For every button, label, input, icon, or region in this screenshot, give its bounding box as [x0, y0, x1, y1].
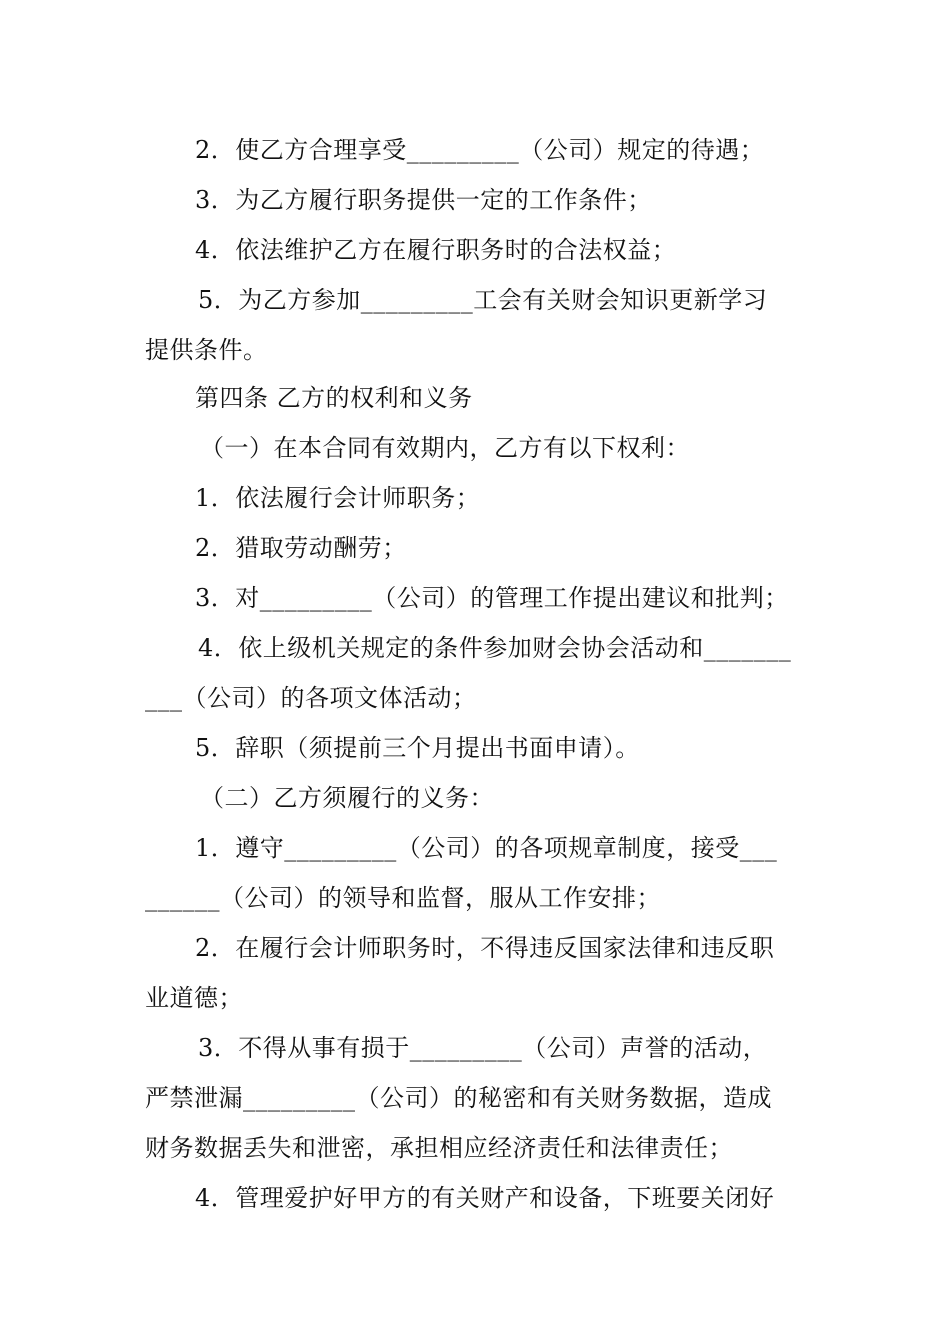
paragraph-line: 提供条件。 — [145, 336, 268, 364]
subsection-heading: （二）乙方须履行的义务： — [200, 784, 494, 812]
paragraph-line: 严禁泄漏_________（公司）的秘密和有关财务数据，造成 — [145, 1084, 772, 1112]
paragraph-line: 4．依法维护乙方在履行职务时的合法权益； — [195, 236, 677, 264]
subsection-heading: （一）在本合同有效期内，乙方有以下权利： — [200, 434, 690, 462]
paragraph-line: 业道德； — [145, 984, 243, 1012]
paragraph-line: 3．为乙方履行职务提供一定的工作条件； — [195, 186, 652, 214]
paragraph-line: 4．管理爱护好甲方的有关财产和设备，下班要关闭好 — [195, 1184, 775, 1212]
paragraph-line: 2．使乙方合理享受_________（公司）规定的待遇； — [195, 136, 765, 164]
paragraph-line: 1．依法履行会计师职务； — [195, 484, 481, 512]
paragraph-line: 3．对_________（公司）的管理工作提出建议和批判； — [195, 584, 789, 612]
paragraph-line: 财务数据丢失和泄密，承担相应经济责任和法律责任； — [145, 1134, 733, 1162]
paragraph-line: 4．依上级机关规定的条件参加财会协会活动和_______ — [198, 634, 792, 662]
section-heading: 第四条 乙方的权利和义务 — [195, 384, 473, 412]
paragraph-line: 1．遵守_________（公司）的各项规章制度，接受___ — [195, 834, 778, 862]
paragraph-line: 2．猎取劳动酬劳； — [195, 534, 407, 562]
paragraph-line: 2．在履行会计师职务时，不得违反国家法律和违反职 — [195, 934, 775, 962]
paragraph-line: 3．不得从事有损于_________（公司）声誉的活动， — [198, 1034, 768, 1062]
paragraph-line: ______（公司）的领导和监督，服从工作安排； — [145, 884, 661, 912]
paragraph-line: 5．为乙方参加_________工会有关财会知识更新学习 — [198, 286, 768, 314]
paragraph-line: 5．辞职（须提前三个月提出书面申请）。 — [195, 734, 640, 762]
paragraph-line: ___（公司）的各项文体活动； — [145, 684, 477, 712]
